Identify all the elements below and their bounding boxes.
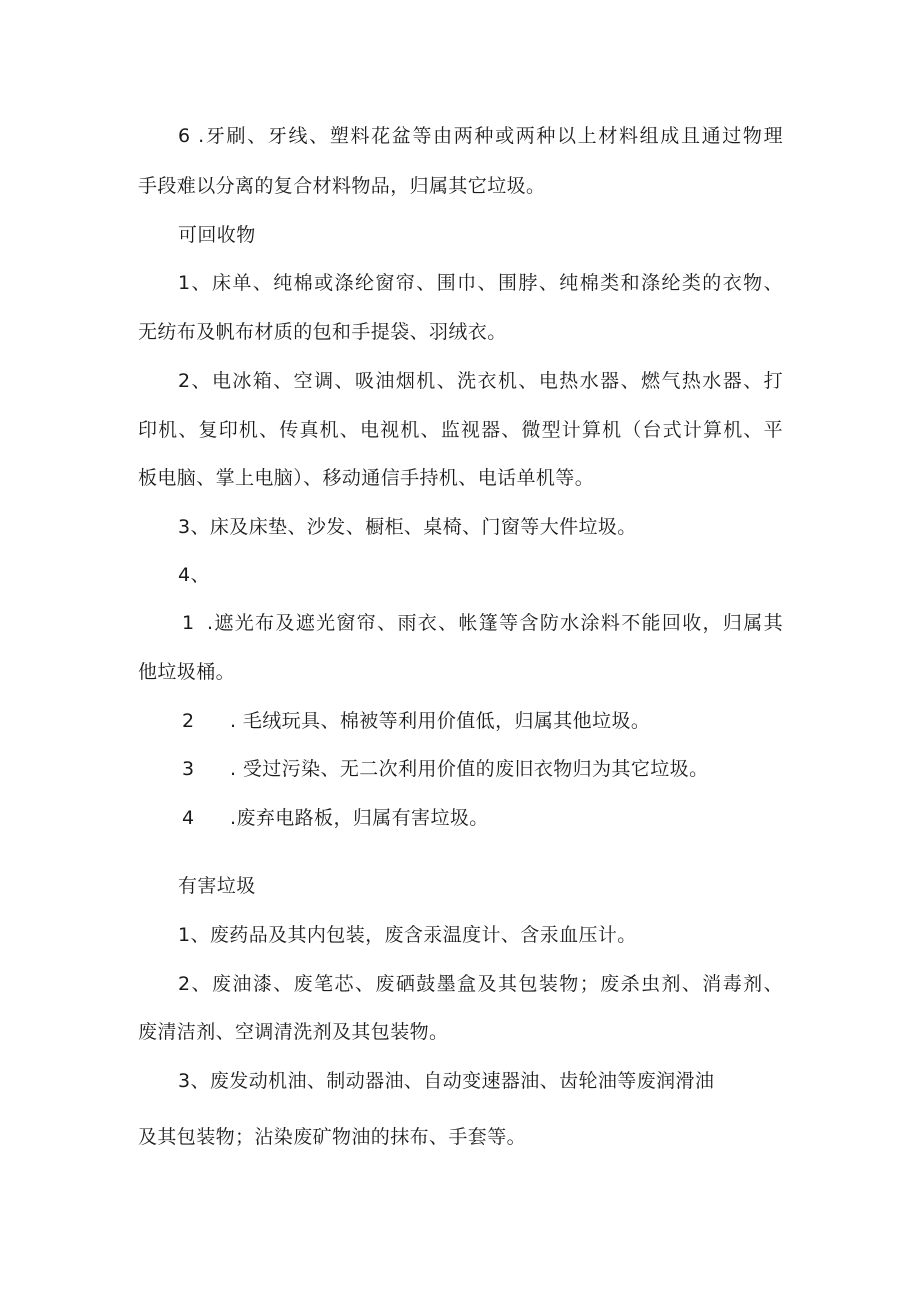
hazardous-item-2-line-2: 废清洁剂、空调清洗剂及其包装物。	[138, 1021, 449, 1043]
sub-item-1-line-2: 他垃圾桶。	[138, 661, 236, 683]
item-6-line-1: 6 .牙刷、牙线、塑料花盆等由两种或两种以上材料组成且通过物理	[178, 125, 783, 147]
recyclable-item-2-line-2: 印机、复印机、传真机、电视机、监视器、微型计算机（台式计算机、平	[138, 419, 783, 441]
sub-item-3-number: 3	[182, 758, 195, 780]
recyclable-item-4: 4、	[178, 564, 210, 586]
sub-item-3-text: . 受过污染、无二次利用价值的废旧衣物归为其它垃圾。	[230, 758, 709, 780]
hazardous-item-3-line-1: 3、废发动机油、制动器油、自动变速器油、齿轮油等废润滑油	[178, 1070, 715, 1092]
sub-item-2-text: . 毛绒玩具、棉被等利用价值低，归属其他垃圾。	[230, 710, 651, 732]
hazardous-item-3-line-2: 及其包装物；沾染废矿物油的抹布、手套等。	[138, 1126, 527, 1148]
recyclable-item-3: 3、床及床垫、沙发、橱柜、桌椅、门窗等大件垃圾。	[178, 516, 637, 538]
sub-item-2-number: 2	[182, 710, 195, 732]
hazardous-item-2-line-1: 2、废油漆、废笔芯、废硒鼓墨盒及其包装物；废杀虫剂、消毒剂、	[178, 973, 783, 995]
recyclable-item-1-line-2: 无纺布及帆布材质的包和手提袋、羽绒衣。	[138, 321, 507, 343]
hazardous-item-1: 1、废药品及其内包装，废含汞温度计、含汞血压计。	[178, 924, 637, 946]
section-heading-hazardous: 有害垃圾	[178, 875, 256, 897]
recyclable-item-2-line-1: 2、电冰箱、空调、吸油烟机、洗衣机、电热水器、燃气热水器、打	[178, 370, 783, 392]
item-6-line-2: 手段难以分离的复合材料物品，归属其它垃圾。	[138, 175, 546, 197]
recyclable-item-1-line-1: 1、床单、纯棉或涤纶窗帘、围巾、围脖、纯棉类和涤纶类的衣物、	[178, 272, 783, 294]
sub-item-1-line-1: .遮光布及遮光窗帘、雨衣、帐篷等含防水涂料不能回收，归属其	[207, 612, 783, 634]
sub-item-1-number: 1	[182, 612, 195, 634]
recyclable-item-2-line-3: 板电脑、掌上电脑）、移动通信手持机、电话单机等。	[138, 467, 595, 489]
sub-item-4-text: .废弃电路板，归属有害垃圾。	[230, 807, 489, 829]
section-heading-recyclable: 可回收物	[178, 224, 256, 246]
sub-item-4-number: 4	[182, 807, 195, 829]
